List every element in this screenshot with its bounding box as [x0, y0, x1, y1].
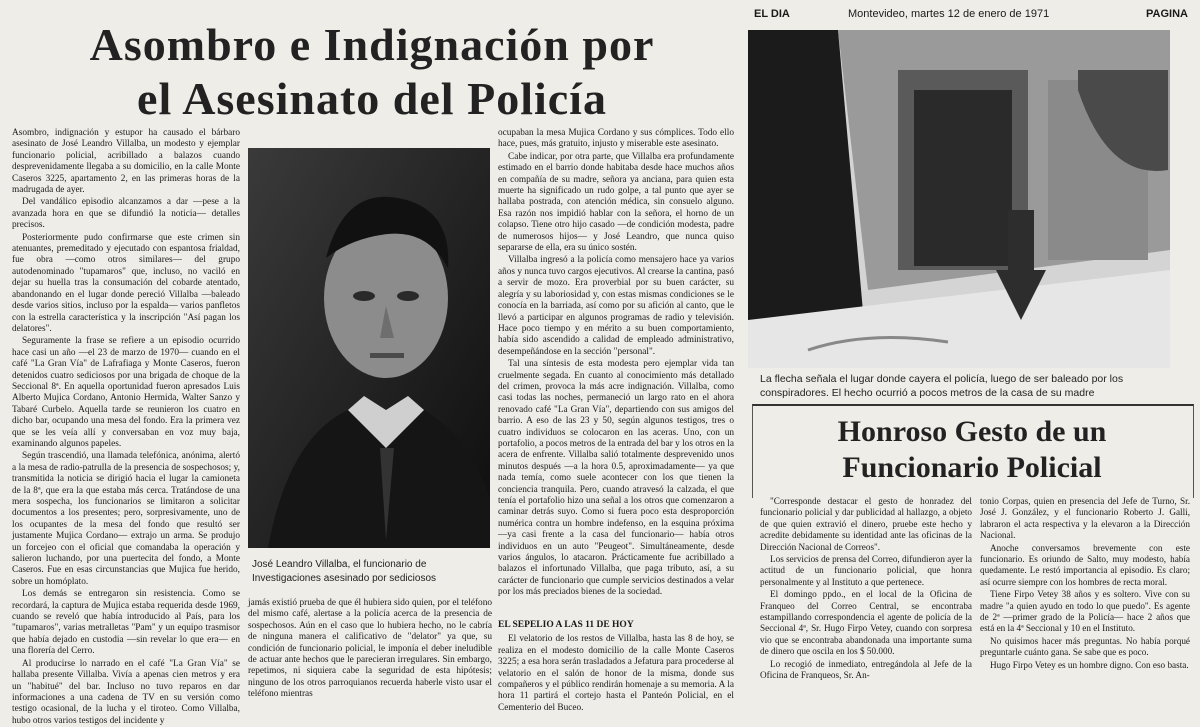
- paragraph: "Corresponde destacar el gesto de honradez del funcionario policial y dar publicidad al hallazgo, a objeto de que quien extravió el dinero, pruebe este hecho y acredite debidamente su identidad ante las oficinas de la Dirección Nacional de Correos".: [760, 496, 972, 552]
- paragraph: Villalba ingresó a la policía como mensajero hace ya varios años y nunca tuvo cargos ejecutivos. Al crearse la cantina, pasó a servir de mozo. Era proverbial por su buen carácter, su alegría y su laboriosidad y, con estas mismas condiciones se le conocía en la barriada, así como por su afición al canto, que le llevó a participar en algunos programas de radio y televisión. Hace poco tiempo y en mérito a su buen comportamiento, había sido ascendido a calidad de empleado administrativo, desempeñándose en la sección "personal".: [498, 255, 734, 357]
- paragraph: tonio Corpas, quien en presencia del Jefe de Turno, Sr. José J. González, y el funcionario Roberto J. Galli, labraron el acta respectiva y la elevaron a la Dirección Nacional.: [980, 496, 1190, 541]
- paragraph: ocupaban la mesa Mujica Cordano y sus cómplices. Todo ello hace, pues, más gratuito, injusto y miserable este asesinato.: [498, 128, 734, 150]
- article2-headline-line-1: Honroso Gesto de un: [837, 415, 1107, 448]
- paragraph: Al producirse lo narrado en el café "La Gran Vía" se hallaba presente Villalba. Vivía a apenas cien metros y era un "habitué" del bar. Incluso no tuvo reparos en dar informaciones a una cadena de TV en su versión como testigo ocasional, de la lucha y el tiroteo. Como Villalba, hubo otros varios testigos del incidente y: [12, 658, 240, 726]
- article-headline: [12, 18, 732, 126]
- dateline: Montevideo, martes 12 de enero de 1971: [848, 8, 1050, 20]
- headline-line-2: el Asesinato del Policía: [137, 73, 607, 124]
- article2-headline: [752, 414, 1192, 486]
- article-column-2: [248, 598, 492, 716]
- portrait-caption: José Leandro Villalba, el funcionario de Investigaciones asesinado por sediciosos: [252, 559, 436, 584]
- paragraph: Tiene Firpo Vetey 38 años y es soltero. Vive con su madre "a quien ayudo en todo lo que puedo". Es agente de 2ª —primer grado de la Policía— hace 2 años que está en la 4ª Seccional y 10 en el Instituto.: [980, 589, 1190, 634]
- paragraph: Asombro, indignación y estupor ha causado el bárbaro asesinato de José Leandro Villalba, un modesto y ejemplar funcionario policial, acribillado a balazos cuando desprevenidamente llegaba a su domicilio, en la calle Monte Caseros 3225, apartamento 2, en las primeras horas de la madrugada de ayer.: [12, 128, 240, 196]
- article2-headline-line-2: Funcionario Policial: [842, 451, 1102, 484]
- paragraph: Hugo Firpo Vetey es un hombre digno. Con eso basta.: [990, 659, 1189, 670]
- crime-scene-photo: [748, 30, 1170, 368]
- article2-column-1: [760, 496, 972, 716]
- paragraph: Anoche conversamos brevemente con este funcionario. Es oriundo de Salto, muy modesto, había quedamente. Le restó importancia al episodio. Es claro; así ocurre siempre con los hombres de recta moral.: [980, 542, 1190, 587]
- sepelio-heading: EL SEPELIO A LAS 11 DE HOY: [498, 620, 634, 630]
- article-column-1: [12, 128, 240, 726]
- page-label: PAGINA: [1146, 8, 1188, 20]
- paragraph: No quisimos hacer más preguntas. No había porqué preguntarle cuánto gana. Se sabe que es poco.: [980, 635, 1190, 658]
- article-column-3: [498, 128, 734, 614]
- paragraph: Los servicios de prensa del Correo, difundieron ayer la actitud de un funcionario policial, que honra personalmente y al Instituto a que pertenece.: [760, 554, 972, 587]
- crime-scene-illustration: [748, 30, 1170, 368]
- article2-column-2: [980, 496, 1190, 716]
- paper-name: EL DIA: [754, 8, 790, 20]
- paragraph: Posteriormente pudo confirmarse que este crimen sin atenuantes, premeditado y ejecutado con espantosa frialdad, fue obra —como otros similares— del grupo autodenominado "tupamaros" que, incluso, no vaciló en dejar su huella tras la consumación del cobarde atentado, abandonando en el lugar donde pereció Villalba —baleado desde varios sitios, incluso por la espalda— varios panfletos con la estrella característica y la inscripción "Así pagan los delatores".: [12, 232, 240, 334]
- paragraph: Seguramente la frase se refiere a un episodio ocurrido hace casi un año —el 23 de marzo de 1970— cuando en el café "La Gran Vía" de Lafrafiaga y Monte Caseros, fueron detenidos cuatro sediciosos por una brigada de choque de la Seccional 8ª. En aquella oportunidad fueron apresados Luis Alberto Mujica Cordano, Antonio Hermida, Walter Sanzo y Tabaré Curbelo. Aquella tarde se reunieron los cuatro en dicho bar, ocupando una mesa del fondo. Era la primera vez que se les veía allí y conversaban en voz muy baja, examinando algunos papeles.: [12, 336, 240, 449]
- portrait-illustration: [248, 148, 490, 548]
- sepelio-section: [498, 620, 734, 716]
- paragraph: Tal una síntesis de esta modesta pero ejemplar vida tan cruelmente segada. En cuanto al conocimiento más detallado del crimen, provoca la más acre indignación. Villalba, como casi todas las noches, permaneció un largo rato en el ahora renovado café "La Gran Vía", departiendo con sus amigos del barrio. A eso de las 23 y 50, según algunos testigos, tres o cuatro individuos se colocaron en las aceras. Uno, con un portafolio, a pocos metros de la entrada del bar y los otros en la acera de enfrente. Villalba salió totalmente desprevenido unos minutos después —a la hora 0.5, aproximadamente— ya que nada temía, como suele acontecer con los que tienen la conciencia tranquila. Pero, cuando atravesó la calzada, el que tenía el portafolio hizo una señal a los otros que comenzaron a caminar detrás suyo. Como si fuera poco esta desproporción numérica contra un hombre indefenso, en la esquina próxima —ya casi frente a la casa del funcionario— había otros individuos en un auto "Peugeot". Simultáneamente, desde varios ángulos, lo atacaron. Prácticamente fue acribillado a balazos el infortunado Villalba, que paga tributo, así, a su carácter de funcionario que cumple servicios destinados a velar por los más preciados bienes de la sociedad.: [498, 359, 734, 598]
- paragraph: El velatorio de los restos de Villalba, hasta las 8 de hoy, se realiza en el modesto domicilio de la calle Monte Caseros 3225; a esa hora serán trasladados a Jefatura para procederse al velatorio en el salón de honor de la misma, donde sus compañeros y el público rendirán homenaje a su memoria. A la hora 11 partirá el cortejo hasta el Panteón Policial, en el Cementerio del Buceo.: [498, 634, 734, 713]
- paragraph: Los demás se entregaron sin resistencia. Como se recordará, la captura de Mujica estaba requerida desde 1969, cuando se reveló que había introducido al País, para los "tupamaros", varias metralletas "Pam" y un equipo trasmisor que había dejado en custodia —sin revelar lo que era— en una florería del Cerro.: [12, 589, 240, 657]
- paragraph: Del vandálico episodio alcanzamos a dar —pese a la avanzada hora en que se difundió la noticia— detalles precisos.: [12, 197, 240, 231]
- masthead: [752, 8, 1192, 24]
- portrait-photo: [248, 148, 490, 548]
- crime-scene-caption: La flecha señala el lugar donde cayera el policía, luego de ser baleado por los conspiradores. El hecho ocurrió a pocos metros de la casa de su madre: [760, 373, 1124, 399]
- headline-line-1: Asombro e Indignación por: [89, 19, 655, 70]
- paragraph: El domingo ppdo., en el local de la Oficina de Franqueo del Correo Central, se encontraba estampillando correspondencia el agente de policía de la Seccional 4ª, Sr. Hugo Firpo Vetey, cuando con sorpresa vio que se encontraba abandonada una importante suma de dinero que oscila en los $ 50.000.: [760, 589, 972, 657]
- paragraph: Lo recogió de inmediato, entregándola al Jefe de la Oficina de Franqueos, Sr. An-: [760, 658, 972, 681]
- paragraph: Cabe indicar, por otra parte, que Villalba era profundamente estimado en el barrio donde habitaba desde hace muchos años en compañía de su madre, señora ya anciana, para quien esta muerte ha significado un rudo golpe, a tal punto que ayer se hallaba postrada, con atención médica, sin consuelo alguno. Esa razón nos impidió hablar con la señora, el horno de un colapso. Tiene otro hijo casado —de condición modesta, padre de numerosos hijos— y José Leandro, que nunca quiso separarse de ella, era su único sostén.: [498, 151, 734, 254]
- paragraph: jamás existió prueba de que él hubiera sido quien, por el teléfono del mismo café, alertase a la policía acerca de la presencia de sospechosos. Aún en el caso que lo hubiera hecho, no le cabría de ninguna manera el calificativo de "delator" ya que, su condición de funcionario policial, le imponía el deber ineludible de actuar ante hechos que le parecieran irregulares. Sin embargo, repetimos, ni siquiera cabe la seguridad de esta hipótesis; ninguno de los otros parroquianos recuerda haberle visto usar el teléfono mientras: [248, 598, 492, 700]
- paragraph: Según trascendió, una llamada telefónica, anónima, alertó a la mesa de radio-patrulla de la presencia de sospechosos; y, transmitida la noticia se dirigió hacia el lugar la camioneta de la 8ª, que era la que estaba más cerca. Tratándose de una mera sospecha, los funcionarios se limitaron a solicitar documentos a los presentes; pero, sorpresivamente, uno de los ocupantes de la mesa del fondo que resultó ser justamente Mujica Cordano— extrajo un arma. Se produjo un forcejeo con el oficial que comandaba la operación y salieron luchando, por una puertecita del fondo, a Monte Caseros. Fue en esas circunstancias que Mujica fue herido, sobre un homóplato.: [12, 451, 240, 587]
